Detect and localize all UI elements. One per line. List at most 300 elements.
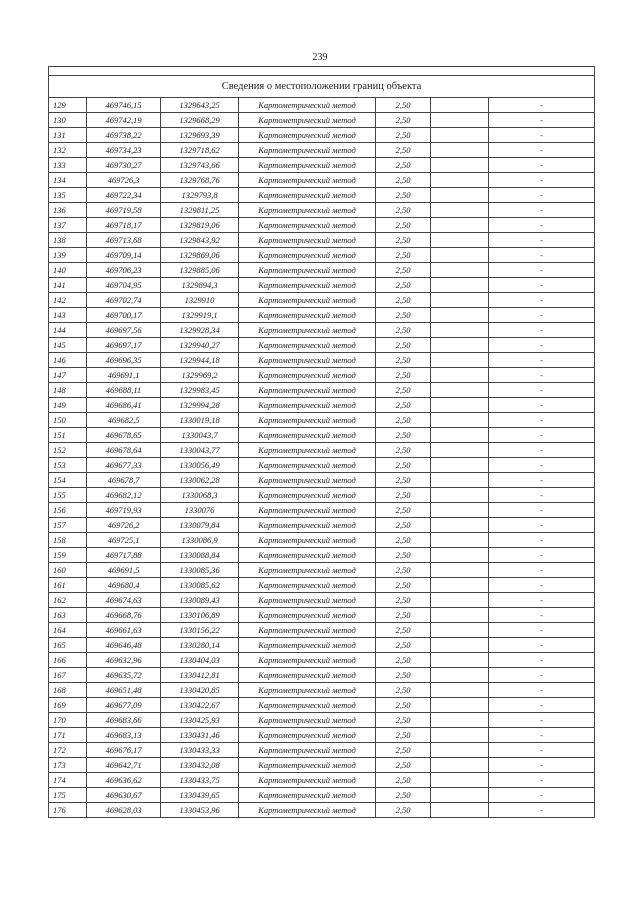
cell-coord-x: 469646,48 [87,638,161,653]
cell-description: - [489,278,595,293]
cell-coord-x: 469683,13 [87,728,161,743]
cell-coord-y: 1329969,2 [161,368,239,383]
cell-method: Картометрический метод [239,638,376,653]
table-row [49,188,595,203]
cell-note-blank [431,158,489,173]
cell-coord-x: 469726,2 [87,518,161,533]
cell-point-number: 143 [49,308,87,323]
cell-coord-x: 469709,14 [87,248,161,263]
cell-method: Картометрический метод [239,113,376,128]
cell-method: Картометрический метод [239,338,376,353]
cell-point-number: 147 [49,368,87,383]
cell-coord-x: 469717,88 [87,548,161,563]
cell-coord-y: 1329940,27 [161,338,239,353]
cell-description: - [489,233,595,248]
cell-coord-x: 469742,19 [87,113,161,128]
cell-description: - [489,158,595,173]
cell-accuracy: 2,50 [376,788,431,803]
cell-coord-x: 469719,58 [87,203,161,218]
cell-coord-y: 1329811,25 [161,203,239,218]
cell-coord-y: 1330432,08 [161,758,239,773]
cell-point-number: 130 [49,113,87,128]
cell-description: - [489,113,595,128]
cell-note-blank [431,533,489,548]
cell-coord-x: 469636,62 [87,773,161,788]
table-title: Сведения о местоположении границ объекта [49,76,595,98]
cell-description: - [489,368,595,383]
cell-accuracy: 2,50 [376,458,431,473]
cell-coord-y: 1329928,34 [161,323,239,338]
cell-method: Картометрический метод [239,578,376,593]
table-row [49,443,595,458]
cell-point-number: 165 [49,638,87,653]
cell-coord-x: 469628,03 [87,803,161,818]
table-row [49,353,595,368]
cell-coord-y: 1330412,81 [161,668,239,683]
cell-point-number: 156 [49,503,87,518]
cell-coord-x: 469683,66 [87,713,161,728]
cell-description: - [489,203,595,218]
cell-note-blank [431,743,489,758]
cell-coord-x: 469678,65 [87,428,161,443]
cell-accuracy: 2,50 [376,113,431,128]
cell-coord-y: 1330086,9 [161,533,239,548]
table-row [49,113,595,128]
cell-method: Картометрический метод [239,533,376,548]
cell-coord-y: 1329910 [161,293,239,308]
cell-description: - [489,413,595,428]
table-row [49,788,595,803]
cell-method: Картометрический метод [239,173,376,188]
cell-point-number: 170 [49,713,87,728]
page-number: 239 [312,52,328,63]
cell-method: Картометрический метод [239,323,376,338]
cell-description: - [489,638,595,653]
cell-method: Картометрический метод [239,398,376,413]
cell-accuracy: 2,50 [376,533,431,548]
cell-coord-y: 1329919,1 [161,308,239,323]
cell-method: Картометрический метод [239,278,376,293]
table-row [49,428,595,443]
cell-method: Картометрический метод [239,188,376,203]
table-row [49,323,595,338]
cell-point-number: 142 [49,293,87,308]
cell-description: - [489,593,595,608]
cell-coord-y: 1330043,7 [161,428,239,443]
cell-coord-y: 1329793,8 [161,188,239,203]
cell-description: - [489,728,595,743]
cell-note-blank [431,338,489,353]
cell-coord-y: 1330062,28 [161,473,239,488]
cell-coord-y: 1330431,46 [161,728,239,743]
cell-note-blank [431,278,489,293]
cell-coord-x: 469691,5 [87,563,161,578]
cell-note-blank [431,698,489,713]
cell-coord-x: 469702,74 [87,293,161,308]
cell-description: - [489,533,595,548]
cell-note-blank [431,383,489,398]
table-row [49,743,595,758]
cell-method: Картометрический метод [239,158,376,173]
cell-note-blank [431,248,489,263]
cell-accuracy: 2,50 [376,323,431,338]
cell-method: Картометрический метод [239,713,376,728]
cell-accuracy: 2,50 [376,488,431,503]
cell-description: - [489,143,595,158]
cell-accuracy: 2,50 [376,143,431,158]
cell-note-blank [431,413,489,428]
cell-description: - [489,578,595,593]
header-spacer-row [49,67,595,76]
cell-method: Картометрический метод [239,263,376,278]
table-row [49,563,595,578]
cell-coord-x: 469722,34 [87,188,161,203]
cell-point-number: 169 [49,698,87,713]
cell-note-blank [431,233,489,248]
cell-method: Картометрический метод [239,728,376,743]
cell-accuracy: 2,50 [376,773,431,788]
cell-note-blank [431,773,489,788]
cell-point-number: 132 [49,143,87,158]
cell-description: - [489,698,595,713]
cell-note-blank [431,803,489,818]
cell-method: Картометрический метод [239,683,376,698]
cell-accuracy: 2,50 [376,803,431,818]
cell-note-blank [431,143,489,158]
table-row [49,533,595,548]
cell-accuracy: 2,50 [376,623,431,638]
cell-note-blank [431,188,489,203]
cell-point-number: 144 [49,323,87,338]
table-row [49,698,595,713]
cell-coord-x: 469697,56 [87,323,161,338]
cell-point-number: 151 [49,428,87,443]
table-row [49,578,595,593]
cell-description: - [489,518,595,533]
cell-accuracy: 2,50 [376,368,431,383]
cell-accuracy: 2,50 [376,218,431,233]
cell-coord-x: 469704,95 [87,278,161,293]
cell-accuracy: 2,50 [376,383,431,398]
cell-note-blank [431,638,489,653]
table-row [49,398,595,413]
cell-point-number: 174 [49,773,87,788]
cell-method: Картометрический метод [239,503,376,518]
cell-note-blank [431,113,489,128]
cell-method: Картометрический метод [239,413,376,428]
cell-accuracy: 2,50 [376,428,431,443]
cell-method: Картометрический метод [239,758,376,773]
cell-note-blank [431,173,489,188]
cell-description: - [489,263,595,278]
cell-point-number: 167 [49,668,87,683]
table-row [49,623,595,638]
cell-point-number: 171 [49,728,87,743]
table-row [49,758,595,773]
cell-coord-x: 469678,7 [87,473,161,488]
header-spacer-cell [49,67,595,76]
cell-accuracy: 2,50 [376,398,431,413]
cell-accuracy: 2,50 [376,698,431,713]
cell-coord-y: 1330076 [161,503,239,518]
cell-point-number: 140 [49,263,87,278]
cell-note-blank [431,563,489,578]
cell-note-blank [431,203,489,218]
cell-point-number: 134 [49,173,87,188]
table-row [49,683,595,698]
cell-method: Картометрический метод [239,308,376,323]
cell-point-number: 138 [49,233,87,248]
cell-accuracy: 2,50 [376,518,431,533]
cell-description: - [489,128,595,143]
cell-method: Картометрический метод [239,428,376,443]
cell-method: Картометрический метод [239,353,376,368]
cell-coord-x: 469696,35 [87,353,161,368]
cell-accuracy: 2,50 [376,593,431,608]
cell-description: - [489,398,595,413]
cell-coord-x: 469686,41 [87,398,161,413]
cell-method: Картометрический метод [239,473,376,488]
cell-coord-x: 469719,93 [87,503,161,518]
cell-description: - [489,173,595,188]
cell-method: Картометрический метод [239,608,376,623]
cell-method: Картометрический метод [239,293,376,308]
cell-coord-y: 1329819,06 [161,218,239,233]
cell-point-number: 176 [49,803,87,818]
table-row [49,458,595,473]
cell-point-number: 141 [49,278,87,293]
table-title-row [49,76,595,98]
cell-note-blank [431,578,489,593]
table-body [49,67,595,818]
cell-description: - [489,353,595,368]
cell-description: - [489,563,595,578]
cell-note-blank [431,473,489,488]
cell-point-number: 168 [49,683,87,698]
cell-accuracy: 2,50 [376,563,431,578]
cell-note-blank [431,668,489,683]
cell-coord-y: 1330404,03 [161,653,239,668]
cell-coord-y: 1330019,18 [161,413,239,428]
cell-coord-y: 1330088,84 [161,548,239,563]
cell-description: - [489,803,595,818]
cell-description: - [489,503,595,518]
cell-method: Картометрический метод [239,203,376,218]
cell-description: - [489,548,595,563]
cell-point-number: 139 [49,248,87,263]
cell-coord-y: 1329885,06 [161,263,239,278]
cell-note-blank [431,653,489,668]
cell-coord-y: 1329718,62 [161,143,239,158]
cell-description: - [489,248,595,263]
cell-accuracy: 2,50 [376,233,431,248]
cell-note-blank [431,218,489,233]
cell-coord-x: 469713,68 [87,233,161,248]
cell-coord-x: 469682,5 [87,413,161,428]
cell-note-blank [431,98,489,113]
table-row [49,608,595,623]
table-row [49,503,595,518]
cell-coord-x: 469700,17 [87,308,161,323]
cell-method: Картометрический метод [239,518,376,533]
cell-note-blank [431,353,489,368]
cell-coord-x: 469677,33 [87,458,161,473]
cell-note-blank [431,443,489,458]
cell-method: Картометрический метод [239,368,376,383]
cell-accuracy: 2,50 [376,758,431,773]
cell-point-number: 135 [49,188,87,203]
cell-point-number: 150 [49,413,87,428]
cell-coord-y: 1330439,65 [161,788,239,803]
cell-coord-y: 1330056,49 [161,458,239,473]
cell-coord-x: 469697,17 [87,338,161,353]
table-row [49,773,595,788]
cell-description: - [489,743,595,758]
cell-point-number: 136 [49,203,87,218]
cell-note-blank [431,263,489,278]
cell-coord-x: 469668,76 [87,608,161,623]
cell-coord-x: 469680,4 [87,578,161,593]
cell-point-number: 157 [49,518,87,533]
table-row [49,473,595,488]
cell-method: Картометрический метод [239,548,376,563]
cell-accuracy: 2,50 [376,743,431,758]
cell-point-number: 173 [49,758,87,773]
table-row [49,368,595,383]
cell-note-blank [431,758,489,773]
cell-point-number: 131 [49,128,87,143]
cell-coord-x: 469642,71 [87,758,161,773]
cell-point-number: 164 [49,623,87,638]
cell-point-number: 154 [49,473,87,488]
cell-coord-x: 469730,27 [87,158,161,173]
cell-note-blank [431,398,489,413]
table-row [49,233,595,248]
cell-note-blank [431,728,489,743]
cell-method: Картометрический метод [239,563,376,578]
table-row [49,293,595,308]
table-row [49,143,595,158]
cell-description: - [489,788,595,803]
cell-coord-x: 469674,63 [87,593,161,608]
cell-method: Картометрический метод [239,668,376,683]
table-row [49,278,595,293]
cell-point-number: 162 [49,593,87,608]
cell-point-number: 160 [49,563,87,578]
cell-description: - [489,443,595,458]
cell-coord-x: 469706,23 [87,263,161,278]
cell-note-blank [431,503,489,518]
cell-coord-y: 1329693,39 [161,128,239,143]
cell-note-blank [431,488,489,503]
cell-accuracy: 2,50 [376,203,431,218]
cell-accuracy: 2,50 [376,683,431,698]
table-row [49,653,595,668]
cell-coord-y: 1329668,29 [161,113,239,128]
cell-coord-x: 469678,64 [87,443,161,458]
cell-description: - [489,683,595,698]
cell-accuracy: 2,50 [376,413,431,428]
cell-coord-y: 1329869,06 [161,248,239,263]
cell-description: - [489,428,595,443]
cell-accuracy: 2,50 [376,578,431,593]
cell-point-number: 161 [49,578,87,593]
cell-coord-y: 1329743,66 [161,158,239,173]
cell-coord-y: 1330106,89 [161,608,239,623]
cell-method: Картометрический метод [239,218,376,233]
cell-point-number: 133 [49,158,87,173]
cell-description: - [489,668,595,683]
cell-accuracy: 2,50 [376,638,431,653]
cell-method: Картометрический метод [239,383,376,398]
cell-description: - [489,488,595,503]
table-row [49,158,595,173]
cell-note-blank [431,428,489,443]
cell-coord-y: 1330453,96 [161,803,239,818]
table-row [49,263,595,278]
cell-note-blank [431,683,489,698]
cell-accuracy: 2,50 [376,293,431,308]
cell-method: Картометрический метод [239,743,376,758]
table-row [49,248,595,263]
cell-method: Картометрический метод [239,788,376,803]
table-row [49,638,595,653]
cell-method: Картометрический метод [239,698,376,713]
table-row [49,518,595,533]
cell-description: - [489,653,595,668]
table-row [49,383,595,398]
cell-accuracy: 2,50 [376,503,431,518]
cell-coord-x: 469661,63 [87,623,161,638]
cell-coord-y: 1329894,3 [161,278,239,293]
cell-point-number: 153 [49,458,87,473]
table-row [49,308,595,323]
cell-accuracy: 2,50 [376,473,431,488]
cell-accuracy: 2,50 [376,248,431,263]
table-row [49,593,595,608]
cell-accuracy: 2,50 [376,608,431,623]
cell-description: - [489,473,595,488]
cell-accuracy: 2,50 [376,443,431,458]
cell-point-number: 155 [49,488,87,503]
cell-description: - [489,308,595,323]
cell-coord-y: 1329843,92 [161,233,239,248]
table-row [49,488,595,503]
cell-description: - [489,188,595,203]
cell-coord-y: 1330079,84 [161,518,239,533]
cell-point-number: 145 [49,338,87,353]
cell-method: Картометрический метод [239,458,376,473]
cell-point-number: 146 [49,353,87,368]
cell-accuracy: 2,50 [376,668,431,683]
table-row [49,713,595,728]
cell-description: - [489,773,595,788]
cell-note-blank [431,623,489,638]
cell-coord-y: 1330085,36 [161,563,239,578]
table-row [49,803,595,818]
cell-note-blank [431,293,489,308]
cell-description: - [489,713,595,728]
cell-coord-y: 1329983,45 [161,383,239,398]
cell-method: Картометрический метод [239,488,376,503]
cell-note-blank [431,608,489,623]
cell-method: Картометрический метод [239,98,376,113]
cell-coord-y: 1329994,28 [161,398,239,413]
cell-accuracy: 2,50 [376,188,431,203]
cell-note-blank [431,788,489,803]
cell-point-number: 152 [49,443,87,458]
cell-coord-x: 469632,96 [87,653,161,668]
